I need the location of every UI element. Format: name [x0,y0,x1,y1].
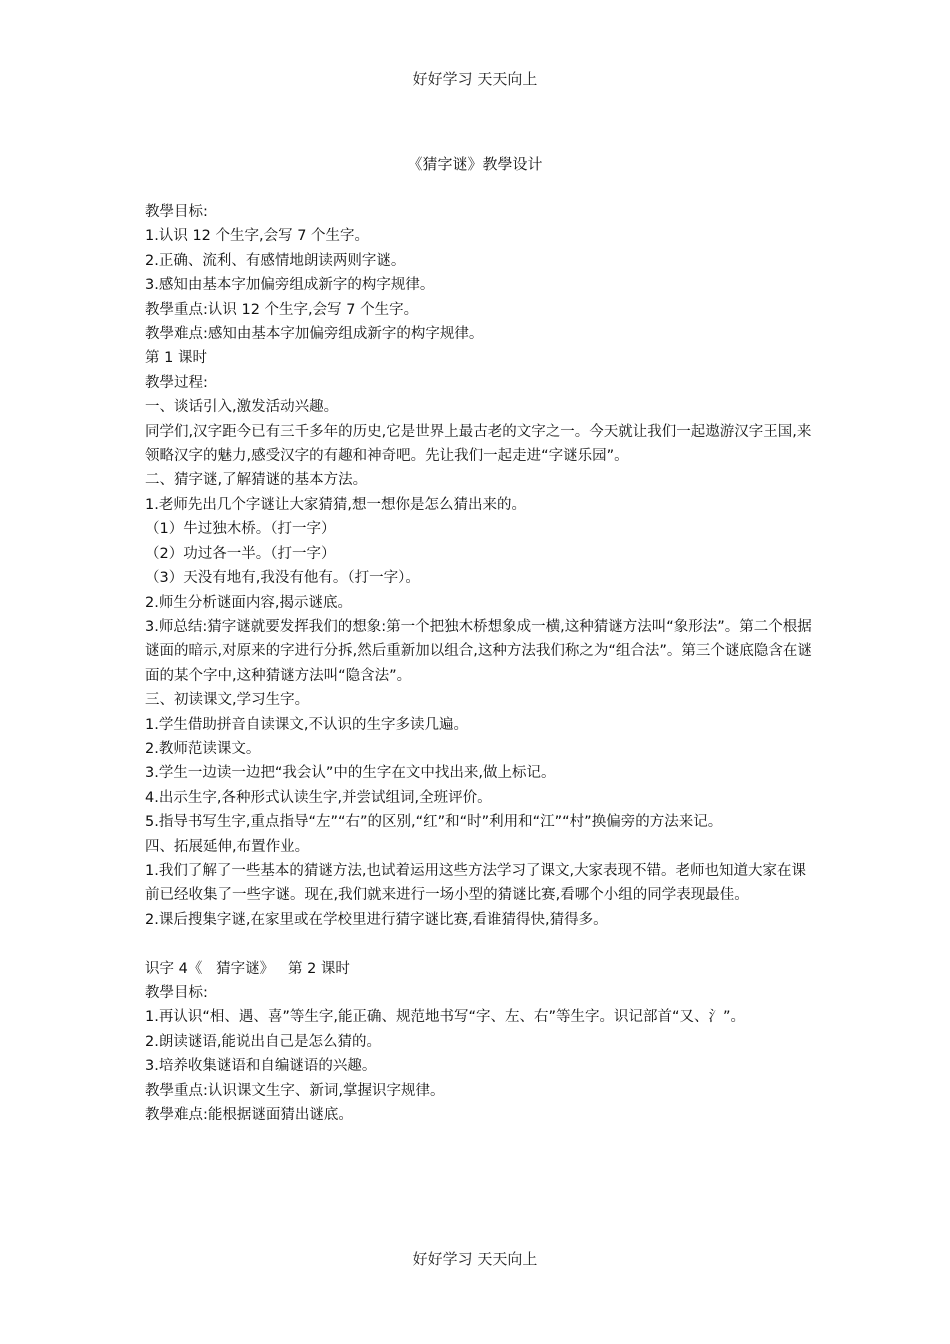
goal-item: 3.培养收集谜语和自编谜语的兴趣。 [145,1058,377,1075]
page-footer: 好好学习 天天向上 [412,1250,538,1268]
spacer [145,932,815,956]
goal-item: 1.再认识“相、遇、喜”等生字,能正确、规范地书写“字、左、右”等生字。识记部首“又、氵”。 [145,1009,746,1026]
goal-item: 3.感知由基本字加偏旁组成新字的构字规律。 [145,277,435,294]
list-item: 2.教师范读课文。 [145,740,261,757]
difficulty: 教學难点:能根据谜面猜出谜底。 [145,1107,353,1124]
list-item: 1.学生借助拼音自读课文,不认识的生字多读几遍。 [145,716,468,733]
riddle-item: （2）功过各一半。（打一字） [145,545,336,562]
list-item: 2.课后搜集字谜,在家里或在学校里进行猜字谜比赛,看谁猜得快,猜得多。 [145,911,608,928]
part-heading: 四、拓展延伸,布置作业。 [145,838,310,855]
part-heading: 三、初读课文,学习生字。 [145,692,310,709]
goal-heading: 教學目标: [145,204,208,220]
paragraph: 同学们,汉字距今已有三千多年的历史,它是世界上最古老的文字之一。今天就让我们一起遨游汉字王国,来领略汉字的魅力,感受汉字的有趣和神奇吧。先让我们一起走进“字谜乐园”。 [145,423,812,465]
page-header: 好好学习 天天向上 [412,70,538,88]
part-heading: 二、猜字谜,了解猜谜的基本方法。 [145,472,368,489]
list-item: 1.我们了解了一些基本的猜谜方法,也试着运用这些方法学习了课文,大家表现不错。老师也知道大家在课前已经收集了一些字谜。现在,我们就来进行一场小型的猜谜比赛,看哪个小组的同学表现最佳。 [145,862,807,904]
goal-heading: 教學目标: [145,984,208,1001]
part-heading: 一、谈话引入,激发活动兴趣。 [145,399,339,416]
document-body [145,200,815,1127]
paragraph: 3.师总结:猜字谜就要发挥我们的想象:第一个把独木桥想象成一横,这种猜谜方法叫“象形法”。第二个根据谜面的暗示,对原来的字进行分拆,然后重新加以组合,这种方法我们称之为“组合法”。第三个谜底隐含在谜面的某个字中,这种猜谜方法叫“隐含法”。 [145,618,812,684]
list-item: 1.老师先出几个字谜让大家猜猜,想一想你是怎么猜出来的。 [145,496,526,513]
list-item: 2.师生分析谜面内容,揭示谜底。 [145,594,352,611]
process-heading: 教學过程: [145,374,208,391]
goal-item: 2.朗读谜语,能说出自己是怎么猜的。 [145,1033,381,1050]
document-title: 《猜字谜》教學设计 [407,155,543,173]
key-point: 教學重点:认识课文生字、新词,掌握识字规律。 [145,1082,445,1099]
goal-item: 1.认识 12 个生字,会写 7 个生字。 [145,228,370,245]
section-heading: 识字 4《 猜字谜》 第 2 课时 [145,960,350,977]
key-point: 教學重点:认识 12 个生字,会写 7 个生字。 [145,301,419,318]
riddle-item: （3）天没有地有,我没有他有。（打一字）。 [145,570,420,587]
difficulty: 教學难点:感知由基本字加偏旁组成新字的构字规律。 [145,326,484,343]
lesson-label: 第 1 课时 [145,350,207,367]
goal-item: 2.正确、流利、有感情地朗读两则字谜。 [145,252,406,269]
list-item: 3.学生一边读一边把“我会认”中的生字在文中找出来,做上标记。 [145,765,556,782]
list-item: 5.指导书写生字,重点指导“左”“右”的区别,“红”和“时”利用和“江”“村”换偏旁的方法来记。 [145,814,723,831]
riddle-item: （1）牛过独木桥。（打一字） [145,521,336,538]
list-item: 4.出示生字,各种形式认读生字,并尝试组词,全班评价。 [145,789,492,806]
